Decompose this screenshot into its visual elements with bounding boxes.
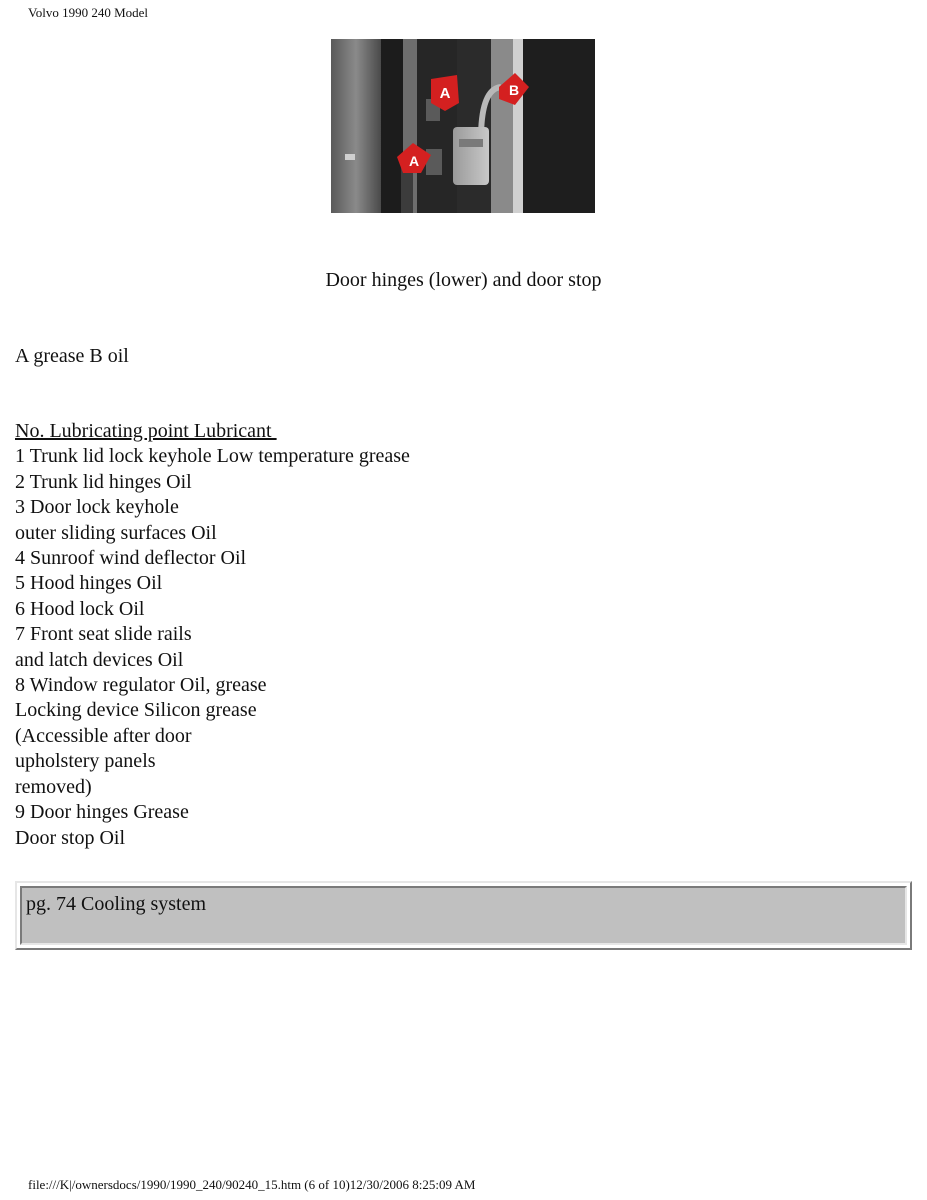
table-row: 4 Sunroof wind deflector Oil (15, 547, 247, 570)
svg-text:B: B (508, 82, 520, 98)
document-header-title: Volvo 1990 240 Model (28, 5, 149, 20)
table-row: (Accessible after door (15, 724, 192, 747)
table-row: 6 Hood lock Oil (15, 597, 145, 620)
table-row: Locking device Silicon grease (15, 699, 257, 722)
table-row: 8 Window regulator Oil, grease (15, 674, 267, 697)
figure-caption: Door hinges (lower) and door stop (325, 269, 602, 291)
table-header: No. Lubricating point Lubricant (15, 420, 277, 442)
table-row: Door stop Oil (15, 826, 125, 849)
table-row: 2 Trunk lid hinges Oil (15, 470, 192, 493)
next-page-nav-cell[interactable] (20, 886, 907, 945)
svg-text:A: A (439, 85, 451, 102)
next-page-nav-box (15, 881, 912, 950)
table-row: removed) (15, 775, 92, 798)
lubricant-legend: A grease B oil (15, 345, 129, 367)
svg-text:A: A (408, 153, 420, 169)
file-path-footer: file:///K|/ownersdocs/1990/1990_240/90240_15.htm (6 of 10)12/30/2006 8:25:09 AM (28, 1177, 476, 1192)
table-row: 9 Door hinges Grease (15, 801, 189, 824)
table-row: 3 Door lock keyhole (15, 496, 179, 519)
next-page-link[interactable]: pg. 74 Cooling system (26, 893, 207, 915)
door-hinge-illustration (331, 39, 595, 213)
table-row: outer sliding surfaces Oil (15, 521, 217, 544)
table-row: 5 Hood hinges Oil (15, 572, 163, 595)
lubrication-table (15, 419, 410, 851)
table-row: 1 Trunk lid lock keyhole Low temperature grease (15, 445, 410, 468)
table-row: upholstery panels (15, 750, 156, 773)
table-row: 7 Front seat slide rails (15, 623, 192, 646)
table-row: and latch devices Oil (15, 648, 184, 671)
door-hinge-photo (331, 39, 595, 213)
